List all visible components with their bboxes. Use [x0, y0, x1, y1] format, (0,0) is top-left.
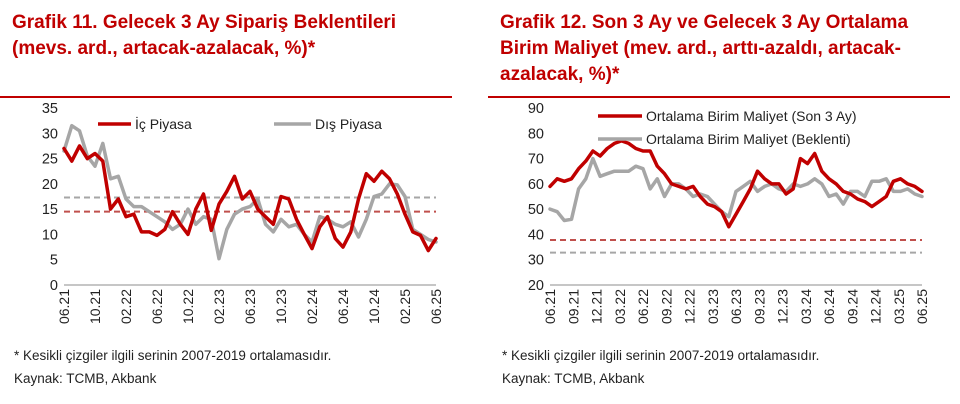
x-tick-label: 09.23: [751, 289, 768, 325]
x-tick-label: 06.21: [542, 289, 558, 325]
x-tick-label: 12.22: [681, 289, 698, 325]
x-tick-label: 06.25: [428, 289, 444, 325]
x-tick-label: 06.22: [149, 289, 165, 325]
x-tick-label: 12.24: [867, 289, 884, 325]
y-tick-label: 90: [527, 101, 544, 117]
x-tick-label: 02.23: [211, 289, 227, 325]
title-line-3: azalacak, %)*: [500, 64, 620, 85]
footnote: * Kesikli çizgiler ilgili serinin 2007-2019 ortalamasıdır.: [502, 348, 820, 363]
x-tick-label: 02.22: [118, 289, 134, 325]
y-tick-label: 15: [41, 202, 58, 219]
source-note: Kaynak: TCMB, Akbank: [14, 371, 157, 386]
x-tick-label: 10.24: [366, 289, 382, 325]
x-tick-label: 02.24: [304, 289, 320, 325]
source-note: Kaynak: TCMB, Akbank: [502, 371, 645, 386]
x-tick-label: 06.21: [56, 289, 72, 325]
x-tick-label: 06.25: [914, 289, 930, 325]
y-tick-label: 80: [527, 126, 544, 143]
x-tick-label: 03.24: [797, 289, 814, 325]
x-tick-label: 12.21: [588, 289, 605, 325]
title-line-1: Grafik 12. Son 3 Ay ve Gelecek 3 Ay Ortalama: [500, 12, 909, 33]
x-tick-label: 03.25: [890, 289, 907, 325]
legend-label: Dış Piyasa: [315, 116, 382, 132]
chart-panel-right: [488, 0, 960, 404]
x-tick-label: 06.22: [635, 289, 651, 325]
y-tick-label: 30: [41, 126, 58, 143]
y-tick-label: 5: [49, 252, 58, 269]
y-tick-label: 40: [527, 227, 544, 244]
legend-label: Ortalama Birim Maliyet (Son 3 Ay): [646, 108, 857, 124]
x-tick-label: 09.21: [565, 289, 582, 325]
legend-label: İç Piyasa: [135, 116, 192, 132]
y-tick-label: 25: [41, 151, 58, 168]
x-tick-label: 10.23: [273, 289, 289, 325]
y-tick-label: 50: [527, 202, 544, 219]
title-line-2: Birim Maliyet (mev. ard., arttı-azaldı, artacak-: [500, 38, 901, 59]
x-tick-label: 06.23: [242, 289, 258, 325]
y-tick-label: 10: [41, 227, 58, 244]
y-tick-label: 0: [49, 278, 58, 294]
series-line: [550, 141, 922, 227]
y-tick-label: 60: [527, 176, 544, 193]
x-tick-label: 03.22: [611, 289, 628, 325]
footnote: * Kesikli çizgiler ilgili serinin 2007-2019 ortalamasıdır.: [14, 348, 332, 363]
y-tick-label: 20: [527, 278, 544, 294]
x-tick-label: 10.21: [87, 289, 103, 325]
x-tick-label: 12.23: [774, 289, 791, 325]
x-tick-label: 03.23: [704, 289, 721, 325]
x-tick-label: 06.24: [335, 289, 351, 325]
title-line-2: (mevs. ard., artacak-azalacak, %)*: [12, 38, 316, 59]
x-tick-label: 02.25: [397, 289, 413, 325]
x-tick-label: 06.24: [821, 289, 837, 325]
legend-label: Ortalama Birim Maliyet (Beklenti): [646, 131, 851, 147]
x-tick-label: 10.22: [180, 289, 196, 325]
x-tick-label: 06.23: [728, 289, 744, 325]
x-tick-label: 09.24: [844, 289, 861, 325]
y-tick-label: 35: [41, 101, 58, 117]
y-tick-label: 20: [41, 176, 58, 193]
y-tick-label: 30: [527, 252, 544, 269]
chart-right: [488, 0, 960, 404]
x-tick-label: 09.22: [658, 289, 675, 325]
title-line-1: Grafik 11. Gelecek 3 Ay Sipariş Beklentileri: [12, 12, 397, 33]
y-tick-label: 70: [527, 151, 544, 168]
